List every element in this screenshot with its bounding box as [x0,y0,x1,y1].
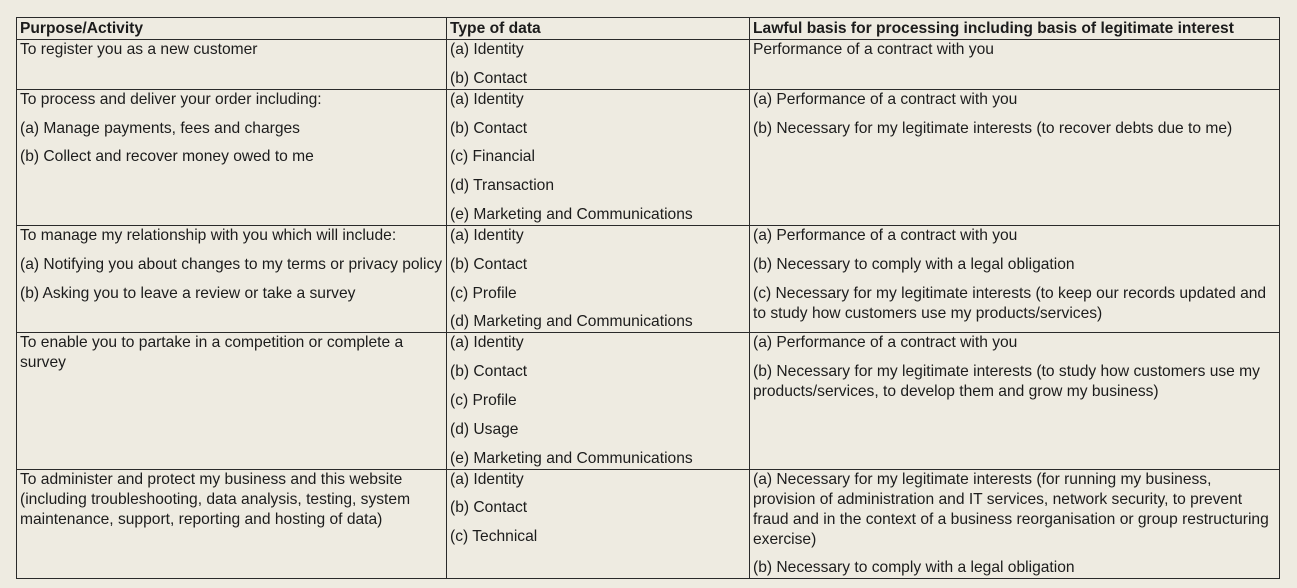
purpose-text: To enable you to partake in a competition or complete a survey [20,334,404,372]
data-type-item: (a) Identity [450,41,524,58]
basis-text: (a) Performance of a contract with you [753,90,1018,108]
purpose-text: To process and deliver your order including: [20,90,322,108]
lawful-basis-cell [750,225,1280,332]
type-of-data-cell [447,469,750,579]
lawful-basis-table [16,17,1280,579]
data-type-item: (a) Identity [450,226,524,244]
data-type-item: (b) Contact [450,363,528,381]
data-type-item: (b) Contact [450,69,528,87]
data-type-item: (b) Contact [450,499,528,517]
table-row [17,89,1280,225]
basis-text: (b) Necessary for my legitimate interests (to recover debts due to me) [753,119,1233,137]
basis-text: Performance of a contract with you [753,41,994,58]
purpose-text: To administer and protect my business and this website (including troubleshooting, data analysis, testing, system maintenance, support, reporting and hosting of data) [20,470,411,528]
data-type-item: (e) Marketing and Communications [450,205,693,223]
lawful-basis-cell [750,469,1280,579]
type-of-data-cell [447,225,750,332]
data-type-item: (a) Identity [450,90,524,108]
lawful-basis-cell [750,40,1280,90]
data-type-item: (a) Identity [450,334,524,352]
purpose-cell [17,40,447,90]
data-type-item: (c) Profile [450,284,517,302]
data-type-item: (d) Marketing and Communications [450,313,693,331]
header-lawful-basis: Lawful basis for processing including basis of legitimate interest [750,18,1280,40]
table-row [17,40,1280,90]
purpose-text: To manage my relationship with you which will include: [20,226,397,244]
basis-text: (c) Necessary for my legitimate interests (to keep our records updated and to study how customers use my products/services) [753,284,1267,322]
basis-text: (b) Necessary to comply with a legal obligation [753,559,1075,577]
data-type-item: (c) Technical [450,528,538,546]
data-type-item: (d) Transaction [450,177,555,195]
type-of-data-cell [447,40,750,90]
table-row [17,333,1280,469]
basis-text: (a) Necessary for my legitimate interests (for running my business, provision of administration and IT services, network security, to prevent fraud and in the context of a business reorganisation or group restructuring exercise) [753,470,1269,548]
type-of-data-cell [447,333,750,469]
lawful-basis-cell [750,89,1280,225]
lawful-basis-cell [750,333,1280,469]
purpose-cell [17,333,447,469]
data-type-item: (c) Financial [450,148,535,166]
data-type-item: (c) Profile [450,391,517,409]
header-type-of-data: Type of data [447,18,750,40]
table-row [17,225,1280,332]
data-type-item: (d) Usage [450,420,519,438]
table-row [17,469,1280,579]
purpose-text: (b) Asking you to leave a review or take a survey [20,284,356,302]
purpose-text: (a) Manage payments, fees and charges [20,119,300,137]
data-type-item: (b) Contact [450,255,528,273]
basis-text: (a) Performance of a contract with you [753,334,1018,352]
purpose-cell [17,225,447,332]
data-type-item: (b) Contact [450,119,528,137]
header-purpose: Purpose/Activity [17,18,447,40]
purpose-text: (a) Notifying you about changes to my terms or privacy policy [20,255,443,273]
purpose-text: (b) Collect and recover money owed to me [20,148,314,166]
purpose-cell [17,469,447,579]
basis-text: (a) Performance of a contract with you [753,226,1018,244]
data-type-item: (a) Identity [450,470,524,488]
basis-text: (b) Necessary for my legitimate interests (to study how customers use my products/services, to develop them and grow my business) [753,363,1260,401]
purpose-text: To register you as a new customer [20,41,258,58]
basis-text: (b) Necessary to comply with a legal obligation [753,255,1075,273]
purpose-cell [17,89,447,225]
type-of-data-cell [447,89,750,225]
table-header-row [17,18,1280,40]
data-type-item: (e) Marketing and Communications [450,449,693,467]
